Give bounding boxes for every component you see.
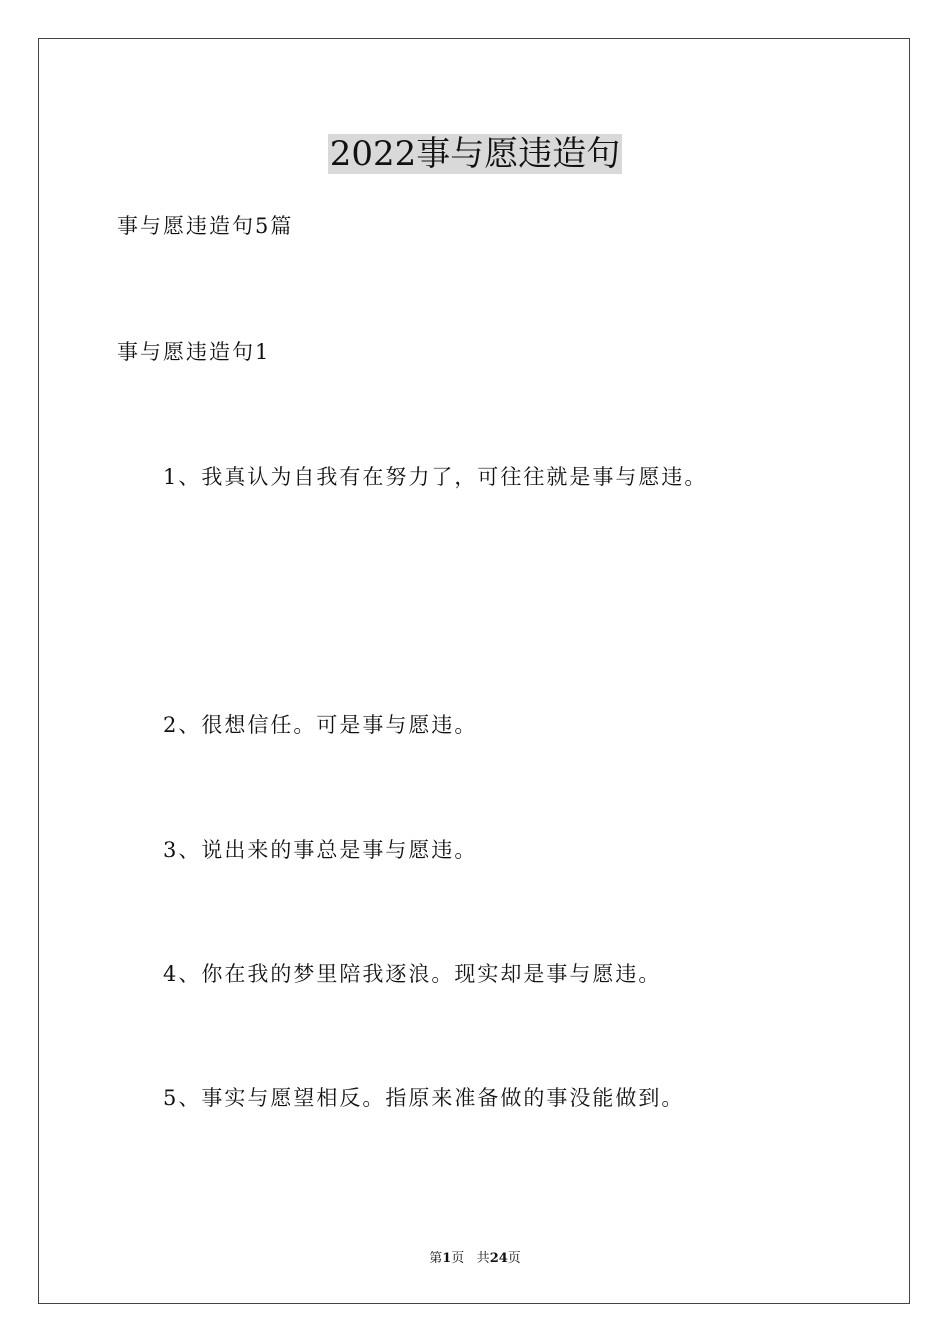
document-title-wrap [0, 126, 950, 175]
page-prefix: 第 [429, 1251, 443, 1266]
page-current: 1 [442, 1251, 452, 1266]
document-subtitle: 事与愿违造句5篇 [117, 214, 294, 238]
page-total: 24 [489, 1251, 508, 1266]
page-footer [0, 1247, 950, 1266]
sentence-item-4: 4、你在我的梦里陪我逐浪。现实却是事与愿违。 [163, 962, 662, 986]
sentence-item-3: 3、说出来的事总是事与愿违。 [163, 838, 478, 862]
section-heading: 事与愿违造句1 [117, 340, 271, 364]
sentence-item-2: 2、很想信任。可是事与愿违。 [163, 713, 478, 737]
page-suffix: 页 [451, 1251, 465, 1266]
sentence-item-5: 5、事实与愿望相反。指原来准备做的事没能做到。 [163, 1086, 685, 1110]
total-prefix: 共 [476, 1251, 490, 1266]
total-suffix: 页 [507, 1251, 521, 1266]
sentence-item-1: 1、我真认为自我有在努力了，可往往就是事与愿违。 [163, 465, 708, 489]
document-title: 2022事与愿违造句 [329, 134, 621, 174]
